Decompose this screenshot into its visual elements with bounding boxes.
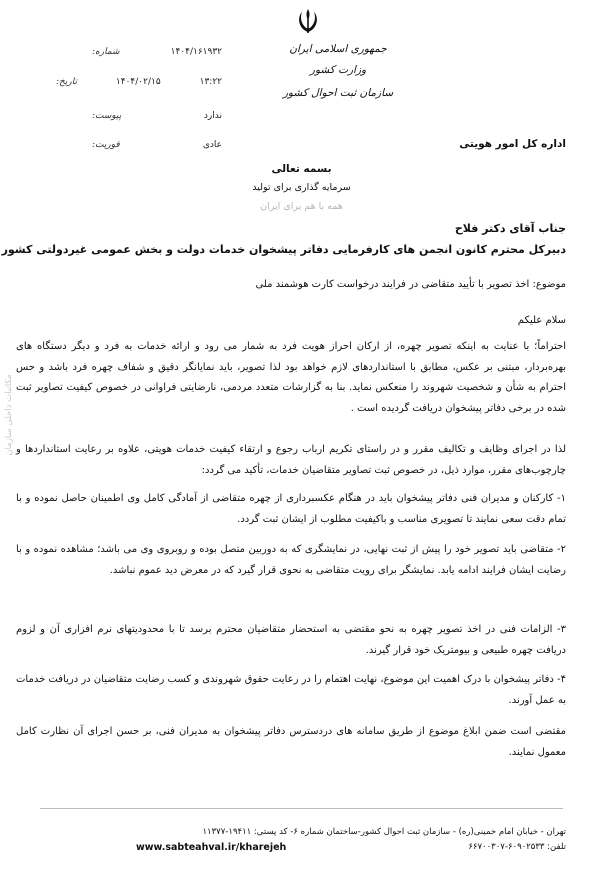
- footer-website-link[interactable]: www.sabteahval.ir/kharejeh: [136, 842, 287, 853]
- meta-priority-label: فوریت:: [92, 140, 120, 150]
- meta-attachment-value: ندارد: [203, 111, 222, 121]
- letterhead-ministry: وزارت کشور: [309, 64, 367, 76]
- internal-correspondence-stamp: [2, 330, 18, 500]
- secondary-slogan: همه با هم برای ایران: [260, 201, 343, 212]
- list-item: ۴- دفاتر پیشخوان با درک اهمیت این موضوع، نهایت اهتمام را در رعایت حقوق شهروندی و کسب رضایت متقاضیان در دریافت خدمات به عمل آورند.: [16, 674, 566, 706]
- paragraph-intro: احتراماً؛ با عنایت به اینکه تصویر چهره، از ارکان احراز هویت فرد به شمار می رود و ارائه خدمات به فرد و دیگر دستگاه های بهره‌بردار، مبتنی بر عکس، مطابق با استانداردهای لازم خواهد بود لذا تصویر، باید نمایانگر دقیق و شفاف چهره فرد باشد و حس احترام به شأن و شخصیت شهروند را منعکس نماید. بنا به گزارشات متعدد مردمی، نارضایتی فراوانی در خصوص کیفیت تصاویر ثبت شده در برخی دفاتر پیشخوان دریافت گردیده است .: [16, 341, 566, 414]
- list-item: ۳- الزامات فنی در اخذ تصویر چهره به نحو مقتضی به استحضار متقاضیان محترم برسد تا با محدودیتهای نرم افزاری آن و لزوم دریافت چهره طبیعی و بیومتریک خود قرار گیرند.: [16, 624, 566, 656]
- year-slogan: سرمایه گذاری برای تولید: [252, 182, 351, 193]
- footer-telephone: تلفن: ۶۰۹۰۲۵۳۳-۶۶۷۰۰۳۰۷: [468, 842, 566, 852]
- meta-date-label: تاریخ:: [56, 77, 77, 87]
- meta-date: [56, 74, 222, 90]
- meta-date-value: ۱۴۰۴/۰۲/۱۵: [115, 77, 161, 87]
- iran-emblem-icon: [293, 6, 323, 36]
- footer-divider: [40, 808, 563, 809]
- footer-address: تهران - خیابان امام خمینی(ره) - سازمان ثبت احوال کشور-ساختمان شماره ۶- کد پستی: ۱۹۴۱۱-۱۱۳۷۷: [202, 827, 566, 837]
- meta-number-value: ۱۴۰۴/۱۶۱۹۳۲: [170, 47, 222, 57]
- meta-attachment: [92, 108, 222, 124]
- meta-number-label: شماره:: [92, 47, 120, 57]
- meta-time-value: ۱۳:۲۲: [199, 77, 222, 87]
- list-item: ۱- کارکنان و مدیران فنی دفاتر پیشخوان باید در هنگام عکسبرداری از چهره متقاضی از آمادگی کامل وی اطمینان حاصل نموده و با تمام دقت سعی نمایند تا تصویری مناسب و باکیفیت مطلوب از ایشان ثبت گردد.: [16, 493, 566, 525]
- meta-number: [92, 44, 222, 60]
- list-item: ۲- متقاضی باید تصویر خود را پیش از ثبت نهایی، در نمایشگری که به دوربین متصل بوده و روبروی وی می باشد؛ مشاهده نموده و با رضایت ایشان فرایند ادامه یابد. نمایشگر برای رویت متقاضی به نحوی قرار گیرد که در معرض دید عموم نباشد.: [16, 544, 566, 576]
- department-heading: اداره کل امور هویتی: [459, 138, 566, 150]
- letterhead-country: جمهوری اسلامی ایران: [289, 43, 387, 55]
- letter-subject: موضوع: اخذ تصویر با تأیید متقاضی در فرایند درخواست کارت هوشمند ملی: [255, 279, 566, 290]
- closing-paragraph: مقتضی است ضمن ابلاغ موضوع از طریق سامانه های دردسترس دفاتر پیشخوان به مدیران فنی، بر حسن اجرای آن نظارت کامل معمول نمایند.: [16, 726, 566, 758]
- recipient-title: دبیرکل محترم کانون انجمن های کارفرمایی دفاتر پیشخوان خدمات دولت و بخش عمومی غیردولتی کشور: [1, 243, 566, 256]
- meta-priority: [92, 137, 222, 153]
- bismillah: بسمه تعالی: [271, 163, 332, 175]
- side-stamp-text: مکاتبات داخلی سازمان: [4, 374, 14, 456]
- letterhead-organization: سازمان ثبت احوال کشور: [282, 87, 394, 99]
- greeting: سلام علیکم: [517, 315, 566, 326]
- meta-attachment-label: پیوست:: [92, 111, 122, 121]
- paragraph-directive: لذا در اجرای وظایف و تکالیف مقرر و در راستای تکریم ارباب رجوع و ارتقاء کیفیت خدمات هویتی، علاوه بر رعایت استانداردها و چارچوب‌های مقرر، موارد ذیل، در خصوص ثبت تصاویر متقاضیان خدمات، تأکید می گردد:: [16, 444, 566, 476]
- recipient-name: جناب آقای دکتر فلاح: [454, 222, 566, 235]
- meta-priority-value: عادی: [202, 140, 222, 150]
